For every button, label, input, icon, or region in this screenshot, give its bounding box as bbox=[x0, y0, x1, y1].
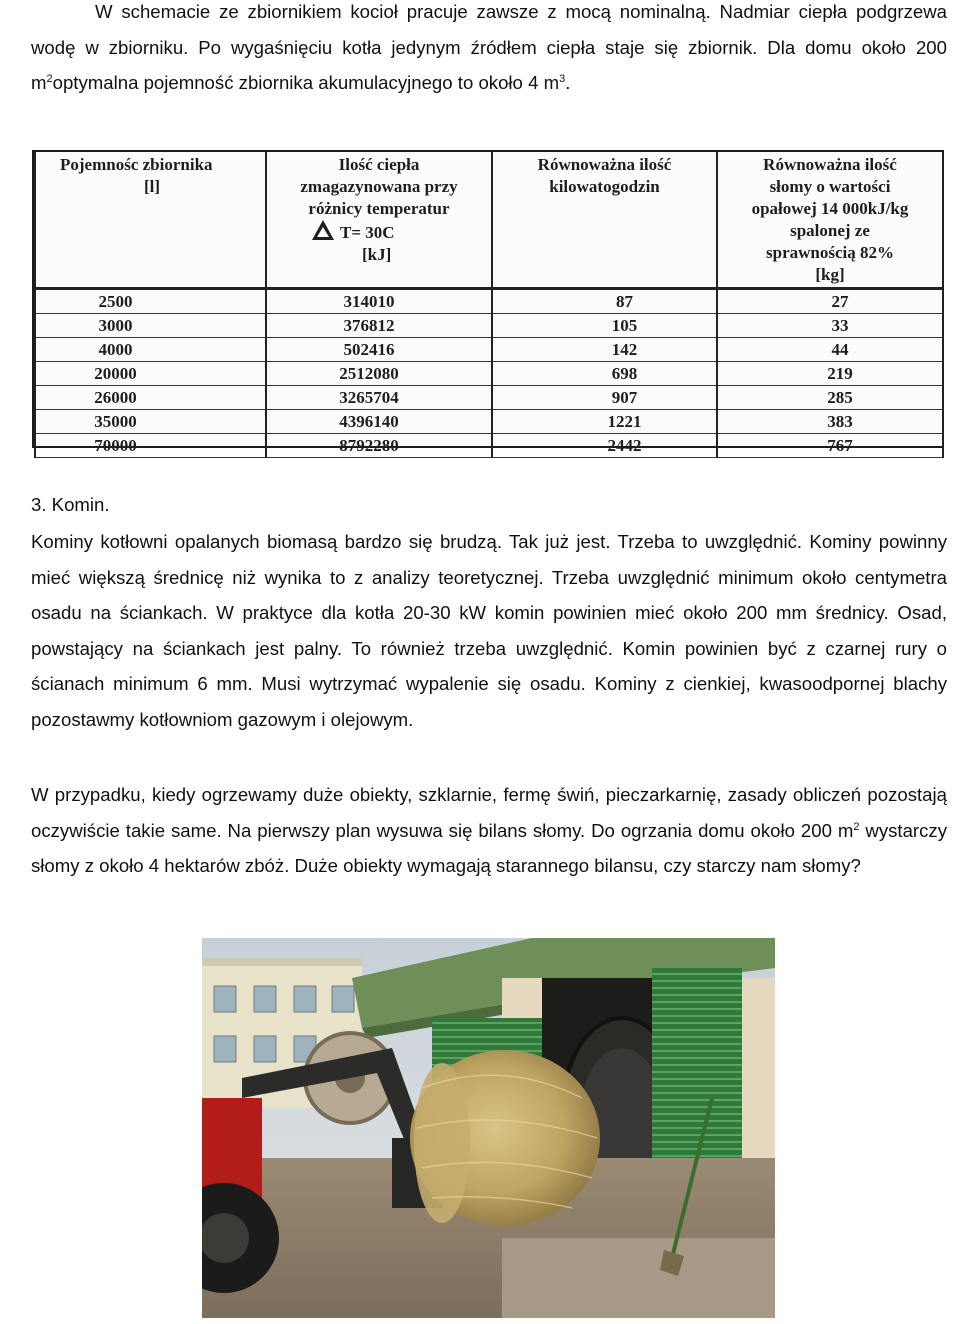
intro-text-2: optymalna pojemność zbiornika akumulacyjnego to około 4 m bbox=[52, 72, 560, 94]
superscript-2: 2 bbox=[853, 820, 860, 833]
tank-capacity-table-scan bbox=[32, 150, 944, 455]
table-row: 3000 376812 105 33 bbox=[35, 314, 943, 338]
header-straw-equivalent: Równoważna ilość słomy o wartości opałowej 14 000kJ/kg spalonej ze sprawnością 82% [kg] bbox=[717, 152, 943, 289]
intro-text-1: W schemacie ze zbiornikiem kocioł pracuje zawsze z mocą nominalną. Nadmiar ciepła podgrzewa wodę w zbiorniku. Po wygaśnięciu kotła jedynym źródłem ciepła staje się zbiornik. Dla domu około 200 m bbox=[31, 1, 947, 94]
table-row: 20000 2512080 698 219 bbox=[35, 362, 943, 386]
table-row: 35000 4396140 1221 383 bbox=[35, 410, 943, 434]
superscript-2: 2 bbox=[46, 73, 53, 86]
table-row: 70000 8792280 2442 767 bbox=[35, 434, 943, 458]
table-row: 4000 502416 142 44 bbox=[35, 338, 943, 362]
table-row: 2500 314010 87 27 bbox=[35, 289, 943, 314]
tank-capacity-table bbox=[34, 152, 944, 458]
large-objects-paragraph bbox=[31, 777, 947, 884]
table-header-row bbox=[35, 152, 943, 289]
header-tank-capacity: Pojemnośc zbiornika [l] bbox=[35, 152, 266, 289]
large-objects-text-1: W przypadku, kiedy ogrzewamy duże obiekty, szklarnie, fermę świń, pieczarkarnię, zasady obliczeń pozostają oczywiście takie same. Na pierwszy plan wysuwa się bilans słomy. Do ogrzania domu około 200 m bbox=[31, 784, 947, 841]
table-row: 26000 3265704 907 285 bbox=[35, 386, 943, 410]
straw-bale-boiler-photo bbox=[202, 938, 775, 1318]
chimney-paragraph: Kominy kotłowni opalanych biomasą bardzo się brudzą. Tak już jest. Trzeba to uwzględnić. Kominy powinny mieć większą średnicę niż wynika to z analizy teoretycznej. Trzeba uwzględnić minimum około centymetra osadu na ściankach. W praktyce dla kotła 20-30 kW komin powinien mieć około 200 mm średnicy. Osad, powstający na ściankach jest palny. To również trzeba uwzględnić. Komin powinien być z czarnej rury o ścianach minimum 6 mm. Musi wytrzymać wypalenie się osadu. Kominy z cienkiej, kwasoodpornej blachy pozostawmy kotłowniom gazowym i olejowym. bbox=[31, 531, 947, 730]
header-stored-heat: Ilość ciepła zmagazynowana przy różnicy temperatur T= 30C [kJ] bbox=[266, 152, 492, 289]
superscript-3: 3 bbox=[559, 73, 566, 86]
large-objects-text-2: wystarczy słomy z około 4 hektarów zbóż. Duże obiekty wymagają starannego bilansu, czy starczy nam słomy? bbox=[31, 819, 948, 877]
intro-text-3: . bbox=[565, 72, 571, 94]
intro-paragraph bbox=[31, 0, 947, 101]
section-heading: 3. Komin. bbox=[31, 494, 110, 515]
header-kwh-equivalent: Równoważna ilość kilowatogodzin bbox=[492, 152, 717, 289]
delta-symbol-icon bbox=[312, 220, 334, 240]
